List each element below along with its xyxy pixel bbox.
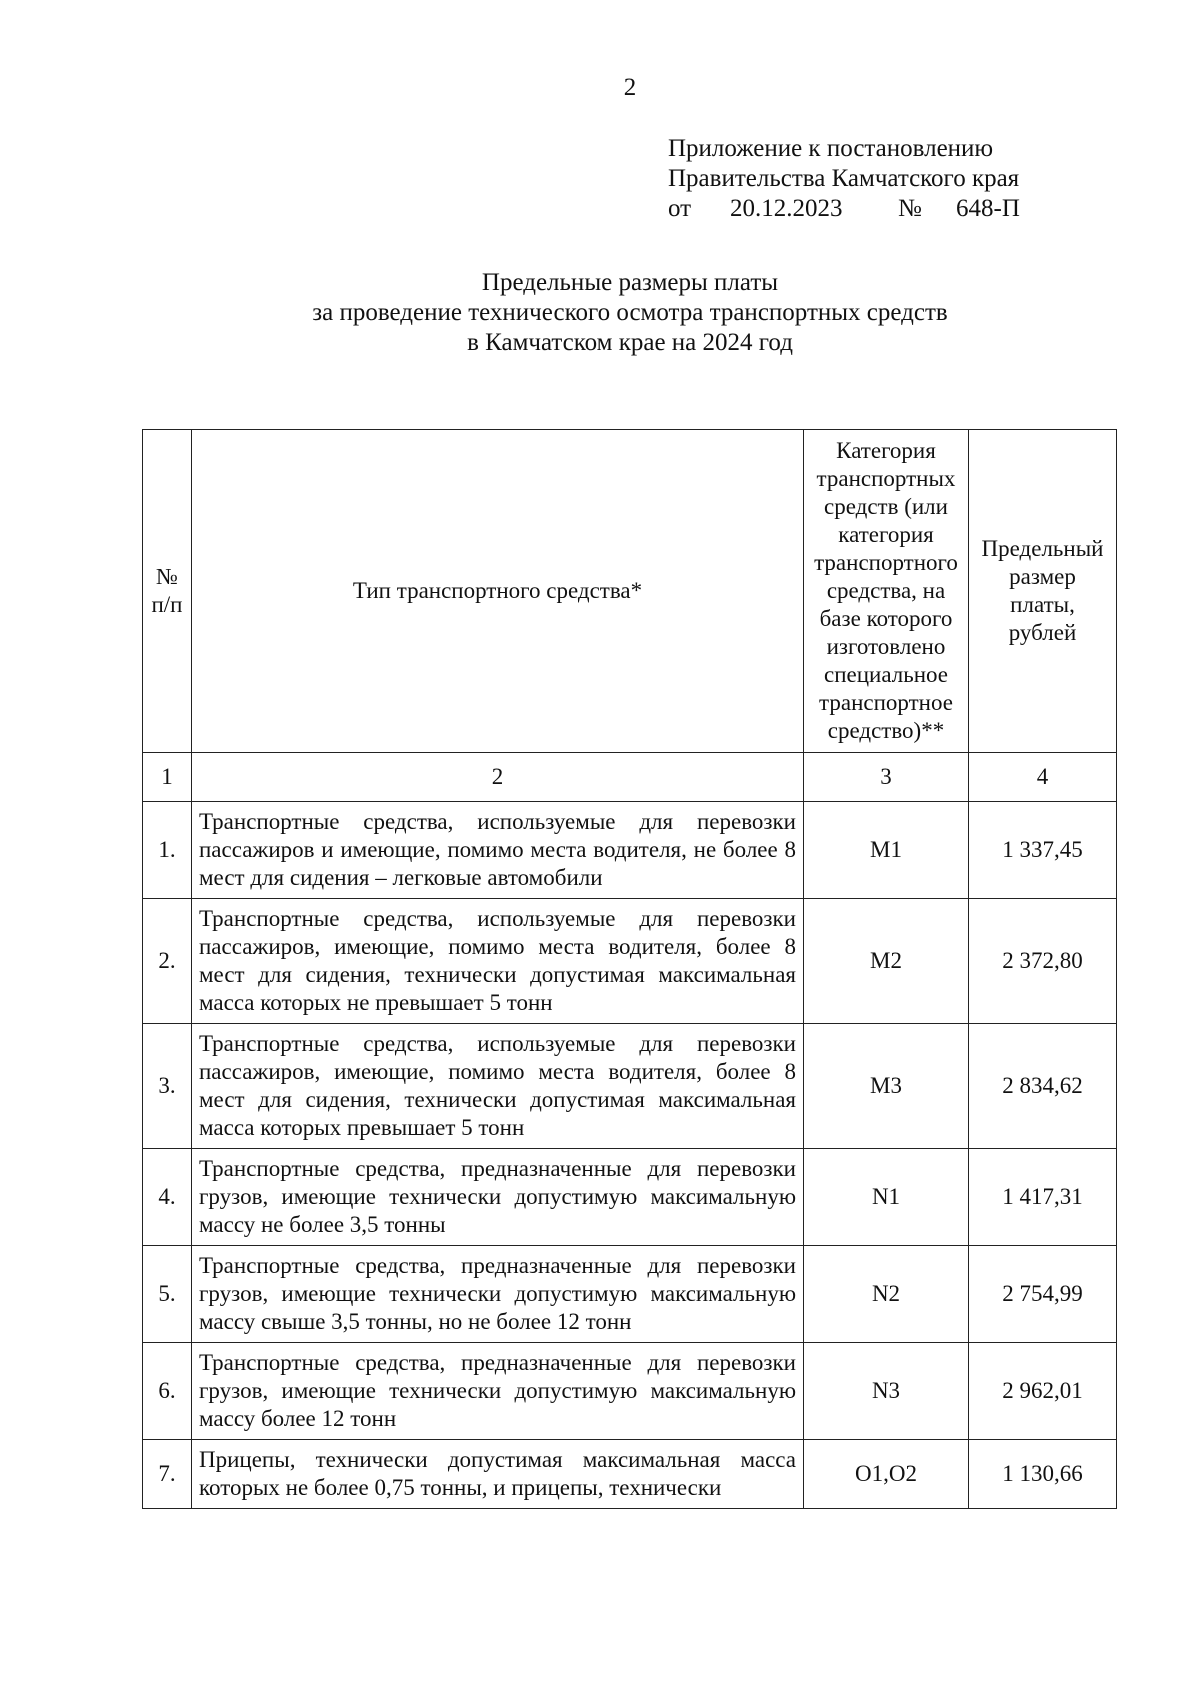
row-number: 3.	[143, 1024, 192, 1149]
fee-amount: 2 372,80	[969, 899, 1117, 1024]
header-fee: Предельный размер платы, рублей	[969, 430, 1117, 753]
table-row	[143, 899, 1117, 1024]
column-number-row	[143, 753, 1117, 802]
table-row	[143, 1440, 1117, 1509]
document-title	[142, 268, 1118, 358]
row-number: 7.	[143, 1440, 192, 1509]
fee-amount: 2 962,01	[969, 1343, 1117, 1440]
resolution-date: 20.12.2023	[730, 195, 843, 222]
appendix-block	[668, 134, 1020, 224]
fee-amount: 1 130,66	[969, 1440, 1117, 1509]
vehicle-category: O1,O2	[804, 1440, 969, 1509]
column-number: 4	[969, 753, 1117, 802]
table-header-row	[143, 430, 1117, 753]
appendix-line-1: Приложение к постановлению	[668, 135, 994, 162]
vehicle-type: Транспортные средства, предназначенные для перевозки грузов, имеющие технически допустимую максимальную массу не более 3,5 тонны	[192, 1149, 804, 1246]
column-number: 1	[143, 753, 192, 802]
header-category: Категория транспортных средств (или категория транспортного средства, на базе которого изготовлено специальное транспортное средство)**	[804, 430, 969, 753]
title-line-3: в Камчатском крае на 2024 год	[467, 329, 793, 356]
vehicle-type: Транспортные средства, предназначенные для перевозки грузов, имеющие технически допустимую максимальную массу более 12 тонн	[192, 1343, 804, 1440]
table-row	[143, 1024, 1117, 1149]
table-row	[143, 1149, 1117, 1246]
row-number: 4.	[143, 1149, 192, 1246]
table-row	[143, 1343, 1117, 1440]
fee-amount: 1 417,31	[969, 1149, 1117, 1246]
vehicle-category: N1	[804, 1149, 969, 1246]
row-number: 1.	[143, 802, 192, 899]
row-number: 5.	[143, 1246, 192, 1343]
vehicle-type: Транспортные средства, используемые для перевозки пассажиров, имеющие, помимо места водителя, более 8 мест для сидения, технически допустимая максимальная масса которых превышает 5 тонн	[192, 1024, 804, 1149]
vehicle-category: M1	[804, 802, 969, 899]
column-number: 3	[804, 753, 969, 802]
row-number: 2.	[143, 899, 192, 1024]
row-number: 6.	[143, 1343, 192, 1440]
fees-table	[142, 429, 1117, 1509]
title-line-2: за проведение технического осмотра транспортных средств	[312, 299, 948, 326]
vehicle-category: N2	[804, 1246, 969, 1343]
vehicle-type: Транспортные средства, предназначенные для перевозки грузов, имеющие технически допустимую максимальную массу свыше 3,5 тонны, но не более 12 тонн	[192, 1246, 804, 1343]
vehicle-category: N3	[804, 1343, 969, 1440]
vehicle-type: Прицепы, технически допустимая максимальная масса которых не более 0,75 тонны, и прицепы, технически	[192, 1440, 804, 1509]
fee-amount: 1 337,45	[969, 802, 1117, 899]
number-sign: №	[898, 195, 922, 222]
fee-amount: 2 754,99	[969, 1246, 1117, 1343]
table-row	[143, 802, 1117, 899]
column-number: 2	[192, 753, 804, 802]
header-vehicle-type: Тип транспортного средства*	[192, 430, 804, 753]
vehicle-type: Транспортные средства, используемые для перевозки пассажиров, имеющие, помимо места водителя, более 8 мест для сидения, технически допустимая максимальная масса которых не превышает 5 тонн	[192, 899, 804, 1024]
fee-amount: 2 834,62	[969, 1024, 1117, 1149]
vehicle-category: M2	[804, 899, 969, 1024]
appendix-date-line	[668, 194, 1020, 224]
appendix-line-2: Правительства Камчатского края	[668, 165, 1020, 192]
vehicle-type: Транспортные средства, используемые для перевозки пассажиров и имеющие, помимо места водителя, не более 8 мест для сидения – легковые автомобили	[192, 802, 804, 899]
vehicle-category: M3	[804, 1024, 969, 1149]
resolution-number: 648-П	[956, 195, 1020, 222]
header-number: № п/п	[143, 430, 192, 753]
from-label: от	[668, 195, 692, 222]
table-row	[143, 1246, 1117, 1343]
page-number: 2	[623, 74, 637, 101]
title-line-1: Предельные размеры платы	[481, 269, 779, 296]
